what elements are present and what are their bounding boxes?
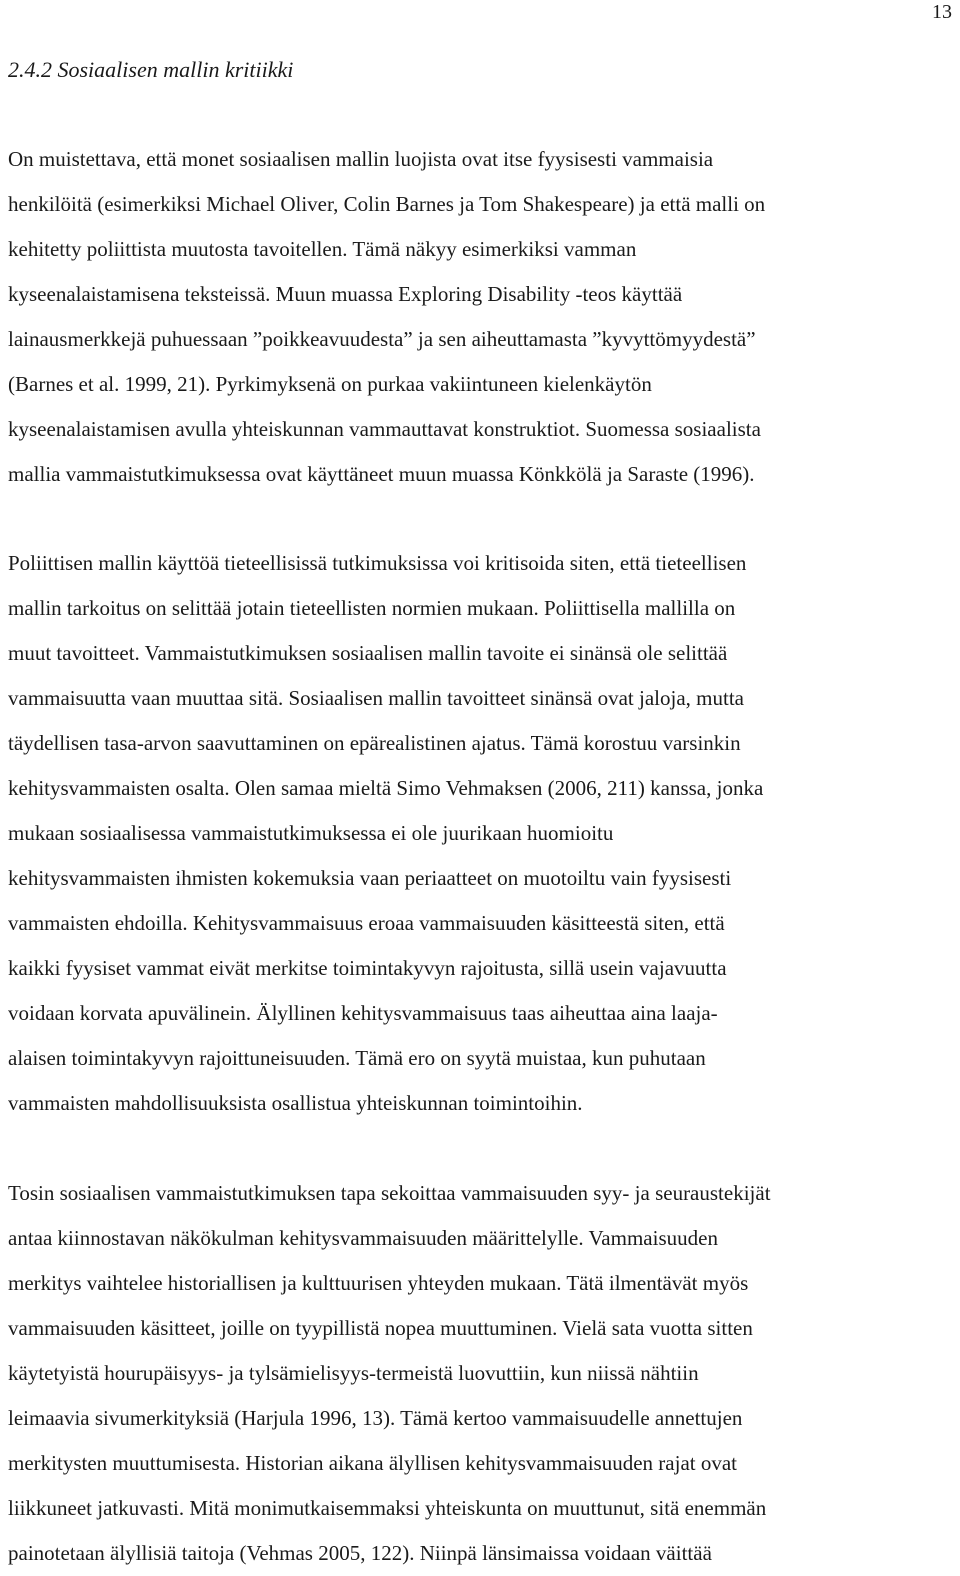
text-line: liikkuneet jatkuvasti. Mitä monimutkaisemmaksi yhteiskunta on muuttunut, sitä enemmän [8,1496,767,1520]
text-line: painotetaan älyllisiä taitoja (Vehmas 2005, 122). Niinpä länsimaissa voidaan väittää [8,1541,712,1565]
text-line: vammaisten mahdollisuuksista osallistua yhteiskunnan toimintoihin. [8,1091,583,1115]
text-line: käytetyistä hourupäisyys- ja tylsämielisyys-termeistä luovuttiin, kun niissä nähtiin [8,1361,699,1385]
paragraph-3 [8,1171,958,1576]
page-number: 13 [932,1,952,23]
text-line: vammaisuuden käsitteet, joille on tyypillistä nopea muuttuminen. Vielä sata vuotta sitten [8,1316,753,1340]
text-line: vammaisuutta vaan muuttaa sitä. Sosiaalisen mallin tavoitteet sinänsä ovat jaloja, mutta [8,686,744,710]
text-line: muut tavoitteet. Vammaistutkimuksen sosiaalisen mallin tavoite ei sinänsä ole selittää [8,641,728,665]
text-line: henkilöitä (esimerkiksi Michael Oliver, Colin Barnes ja Tom Shakespeare) ja että malli on [8,192,766,216]
text-line: antaa kiinnostavan näkökulman kehitysvammaisuuden määrittelylle. Vammaisuuden [8,1226,718,1250]
text-line: voidaan korvata apuvälinein. Älyllinen kehitysvammaisuus taas aiheuttaa aina laaja- [8,1001,718,1025]
text-line: mukaan sosiaalisessa vammaistutkimuksessa ei ole juurikaan huomioitu [8,821,614,845]
text-line: merkitys vaihtelee historiallisen ja kulttuurisen yhteyden mukaan. Tätä ilmentävät myös [8,1271,749,1295]
text-line: Poliittisen mallin käyttöä tieteellisissä tutkimuksissa voi kritisoida siten, että tieteellisen [8,551,747,575]
paragraph-2 [8,541,958,1126]
text-line: vammaisten ehdoilla. Kehitysvammaisuus eroaa vammaisuuden käsitteestä siten, että [8,911,725,935]
text-line: alaisen toimintakyvyn rajoittuneisuuden. Tämä ero on syytä muistaa, kun puhutaan [8,1046,706,1070]
text-line: kehitysvammaisten osalta. Olen samaa mieltä Simo Vehmaksen (2006, 211) kanssa, jonka [8,776,764,800]
text-line: kehitetty poliittista muutosta tavoitellen. Tämä näkyy esimerkiksi vamman [8,237,637,261]
text-line: mallia vammaistutkimuksessa ovat käyttäneet muun muassa Könkkölä ja Saraste (1996). [8,462,755,486]
text-line: täydellisen tasa-arvon saavuttaminen on epärealistinen ajatus. Tämä korostuu varsinkin [8,731,741,755]
text-line: lainausmerkkejä puhuessaan ”poikkeavuudesta” ja sen aiheuttamasta ”kyvyttömyydestä” [8,327,756,351]
text-line: Tosin sosiaalisen vammaistutkimuksen tapa sekoittaa vammaisuuden syy- ja seuraustekijät [8,1181,771,1205]
text-line: kehitysvammaisten ihmisten kokemuksia vaan periaatteet on muotoiltu vain fyysisesti [8,866,732,890]
section-heading: 2.4.2 Sosiaalisen mallin kritiikki [8,57,294,82]
text-line: (Barnes et al. 1999, 21). Pyrkimyksenä on purkaa vakiintuneen kielenkäytön [8,372,652,396]
paragraph-1 [8,137,958,497]
text-line: kaikki fyysiset vammat eivät merkitse toimintakyvyn rajoitusta, sillä usein vajavuutta [8,956,727,980]
text-line: mallin tarkoitus on selittää jotain tieteellisten normien mukaan. Poliittisella mallilla on [8,596,736,620]
text-line: kyseenalaistamisena teksteissä. Muun muassa Exploring Disability -teos käyttää [8,282,683,306]
text-line: merkitysten muuttumisesta. Historian aikana älyllisen kehitysvammaisuuden rajat ovat [8,1451,738,1475]
text-line: On muistettava, että monet sosiaalisen mallin luojista ovat itse fyysisesti vammaisia [8,147,714,171]
text-line: leimaavia sivumerkityksiä (Harjula 1996, 13). Tämä kertoo vammaisuudelle annettujen [8,1406,743,1430]
text-line: kyseenalaistamisen avulla yhteiskunnan vammauttavat konstruktiot. Suomessa sosiaalista [8,417,761,441]
